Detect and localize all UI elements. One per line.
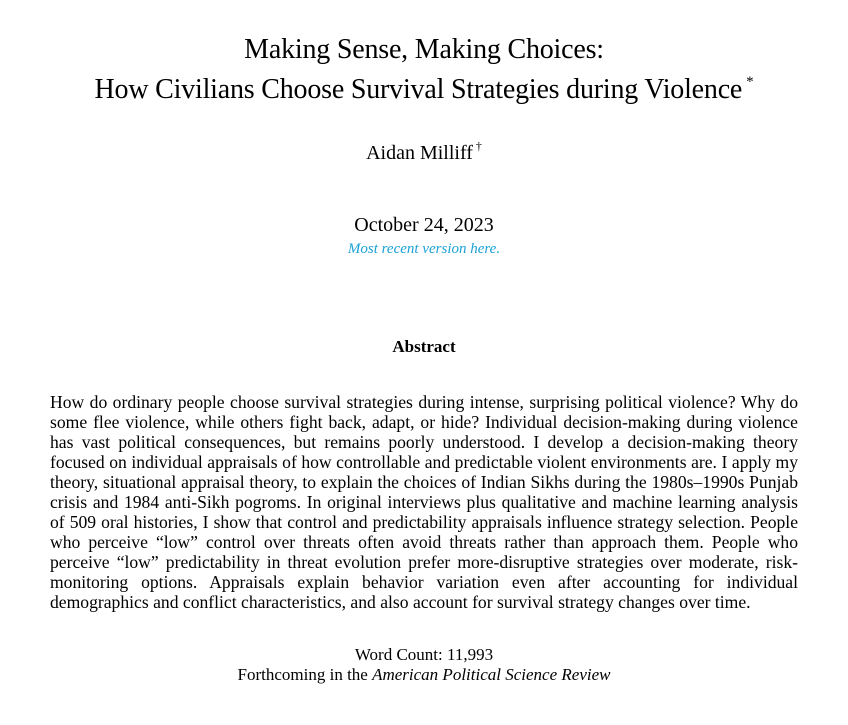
publication-date: October 24, 2023 bbox=[354, 214, 494, 236]
most-recent-version-link[interactable]: Most recent version here. bbox=[347, 241, 501, 257]
paper-title-line-1 bbox=[0, 30, 848, 70]
author-line bbox=[0, 139, 848, 169]
forthcoming-note bbox=[0, 665, 848, 685]
author-footnote-mark[interactable]: † bbox=[475, 139, 482, 153]
paper-title-line-2 bbox=[0, 70, 848, 114]
author-name: Aidan Milliff bbox=[366, 142, 473, 164]
forthcoming-prefix: Forthcoming in the bbox=[237, 665, 373, 684]
word-count: Word Count: 11,993 bbox=[354, 645, 494, 664]
title-line-2-text: How Civilians Choose Survival Strategies during Violence bbox=[94, 74, 743, 105]
journal-name: American Political Science Review bbox=[372, 665, 611, 684]
abstract-heading: Abstract bbox=[392, 337, 456, 356]
title-footnote-mark[interactable]: * bbox=[746, 74, 754, 90]
title-line-1-text: Making Sense, Making Choices: bbox=[244, 34, 604, 65]
abstract-body: How do ordinary people choose survival strategies during intense, surprising political violence? Why do some flee violence, while others fight back, adapt, or hide? Individual decision-making during violence has vast political consequences, but remains poorly understood. I develop a decision-making theory focused on individual appraisals of how controllable and predictable violent environments are. I apply my theory, situational appraisal theory, to explain the choices of Indian Sikhs during the 1980s–1990s Punjab crisis and 1984 anti-Sikh pogroms. In original interviews plus qualitative and machine learning analysis of 509 oral histories, I show that control and predictability appraisals influence strategy selection. People who perceive “low” control over threats often avoid threats rather than approach them. People who perceive “low” predictability in threat evolution prefer more-disruptive strategies over moderate, risk-monitoring options. Appraisals explain behavior variation even after accounting for individual demographics and conflict characteristics, and also account for survival strategy changes over time. bbox=[50, 392, 798, 612]
